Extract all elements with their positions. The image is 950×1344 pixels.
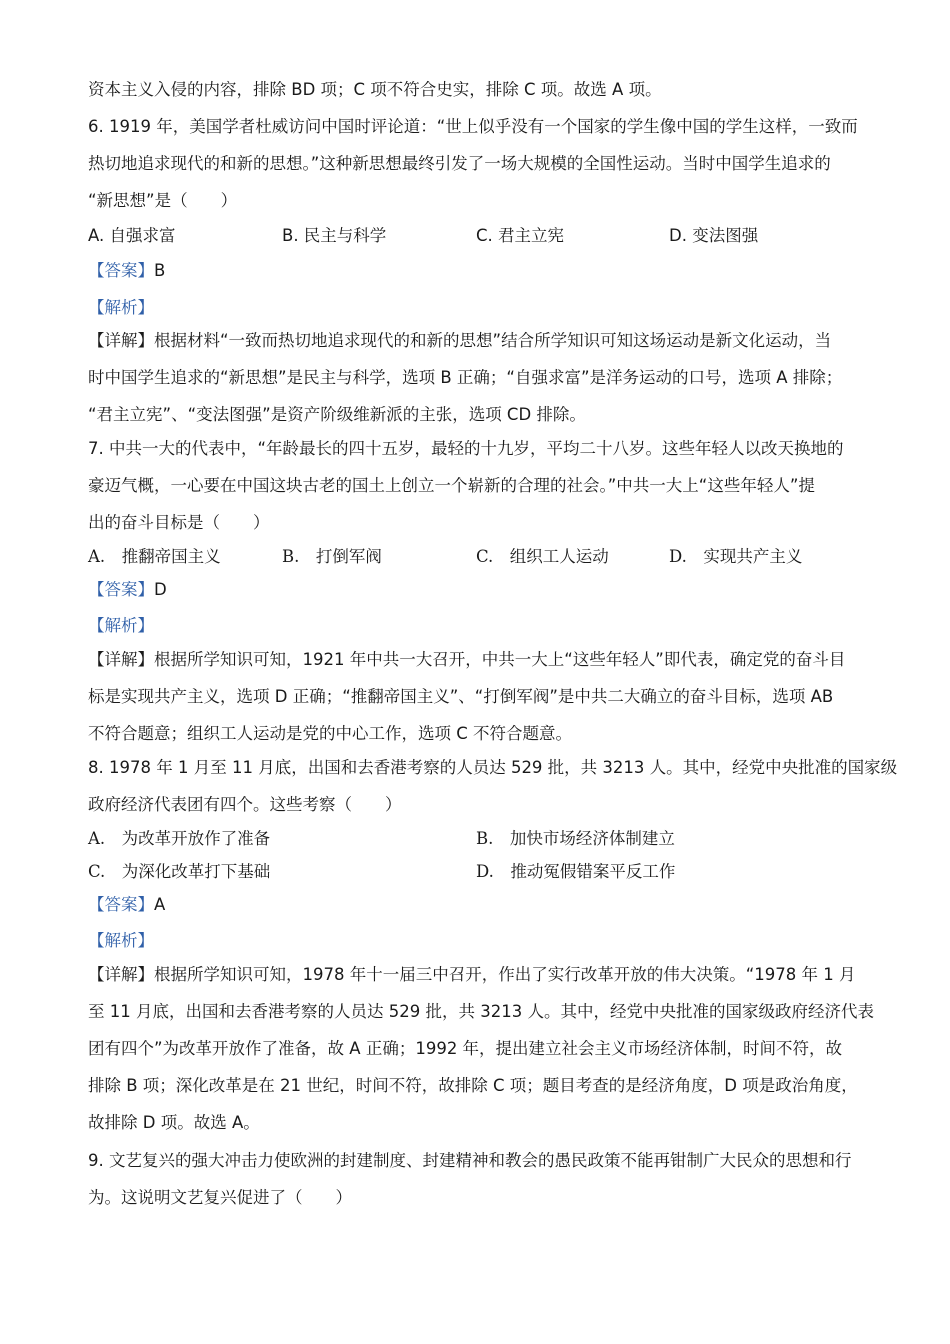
q7-answer — [88, 579, 868, 601]
q7-detail-line-1 — [88, 649, 868, 671]
q8-analysis-label: 【解析】 — [88, 931, 154, 950]
q6-detail-line-2: 时中国学生追求的“新思想”是民主与科学，选项 B 正确；“自强求富”是洋务运动的口号，选项 A 排除； — [88, 368, 843, 387]
q8-detail-line-1 — [88, 964, 868, 986]
q7-stem-line-3: 出的奋斗目标是（ ） — [88, 513, 270, 532]
q7-option-c: C. 组织工人运动 — [476, 547, 609, 566]
q8-option-a: A. 为改革开放作了准备 — [88, 829, 271, 848]
q8-stem-line-1: 8. 1978 年 1 月至 11 月底，出国和去香港考察的人员达 529 批，共 3213 人。其中，经党中央批准的国家级 — [88, 758, 898, 777]
q6-option-c: C. 君主立宪 — [476, 226, 565, 245]
answer-label: 【答案】 — [88, 261, 154, 280]
q6-option-a: A. 自强求富 — [88, 226, 176, 245]
q8-answer — [88, 894, 868, 916]
q7-stem-line-1: 7. 中共一大的代表中，“年龄最长的四十五岁，最轻的十九岁，平均二十八岁。这些年轻人以改天换地的 — [88, 439, 844, 458]
intro-line: 资本主义入侵的内容，排除 BD 项；C 项不符合史实，排除 C 项。故选 A 项。 — [88, 80, 662, 99]
q7-option-b: B. 打倒军阀 — [282, 547, 382, 566]
q6-stem-line-1: 6. 1919 年，美国学者杜威访问中国时评论道：“世上似乎没有一个国家的学生像中国的学生这样，一致而 — [88, 117, 858, 136]
detail-label: 【详解】 — [88, 650, 154, 669]
q8-detail-line-5: 故排除 D 项。故选 A。 — [88, 1113, 260, 1132]
q9-stem-line-2: 为。这说明文艺复兴促进了（ ） — [88, 1188, 352, 1207]
q7-detail-line-2: 标是实现共产主义，选项 D 正确；“推翻帝国主义”、“打倒军阀”是中共二大确立的奋斗目标，选项 AB — [88, 687, 834, 706]
q6-option-d: D. 变法图强 — [669, 226, 759, 245]
answer-label: 【答案】 — [88, 895, 154, 914]
q8-detail-line-3: 团有四个”为改革开放作了准备，故 A 正确；1992 年，提出建立社会主义市场经济体制，时间不符，故 — [88, 1039, 843, 1058]
q6-detail-line-3: “君主立宪”、“变法图强”是资产阶级维新派的主张，选项 CD 排除。 — [88, 405, 586, 424]
q7-option-a: A. 推翻帝国主义 — [88, 547, 221, 566]
detail-text: 根据所学知识可知，1921 年中共一大召开，中共一大上“这些年轻人”即代表，确定党的奋斗目 — [154, 650, 846, 669]
q6-analysis-label: 【解析】 — [88, 298, 154, 317]
detail-text: 根据材料“一致而热切地追求现代的和新的思想”结合所学知识可知这场运动是新文化运动，当 — [154, 331, 832, 350]
detail-text: 根据所学知识可知，1978 年十一届三中召开，作出了实行改革开放的伟大决策。“1978 年 1 月 — [154, 965, 856, 984]
q7-option-d: D. 实现共产主义 — [669, 547, 803, 566]
q7-stem-line-2: 豪迈气概，一心要在中国这块古老的国土上创立一个崭新的合理的社会。”中共一大上“这些年轻人”提 — [88, 476, 815, 495]
answer-value: B — [154, 261, 166, 280]
detail-label: 【详解】 — [88, 331, 154, 350]
answer-label: 【答案】 — [88, 580, 154, 599]
q9-stem-line-1: 9. 文艺复兴的强大冲击力使欧洲的封建制度、封建精神和教会的愚民政策不能再钳制广大民众的思想和行 — [88, 1151, 852, 1170]
q6-stem-line-3: “新思想”是（ ） — [88, 191, 238, 210]
answer-value: D — [154, 580, 167, 599]
q8-detail-line-4: 排除 B 项；深化改革是在 21 世纪，时间不符，故排除 C 项；题目考查的是经济角度，D 项是政治角度， — [88, 1076, 858, 1095]
q8-option-d: D. 推动冤假错案平反工作 — [476, 862, 676, 881]
q8-option-b: B. 加快市场经济体制建立 — [476, 829, 675, 848]
q8-option-c: C. 为深化改革打下基础 — [88, 862, 271, 881]
detail-label: 【详解】 — [88, 965, 154, 984]
q8-stem-line-2: 政府经济代表团有四个。这些考察（ ） — [88, 795, 402, 814]
q7-detail-line-3: 不符合题意；组织工人运动是党的中心工作，选项 C 不符合题意。 — [88, 724, 573, 743]
q7-analysis-label: 【解析】 — [88, 616, 154, 635]
q6-answer — [88, 260, 868, 282]
q6-stem-line-2: 热切地追求现代的和新的思想。”这种新思想最终引发了一场大规模的全国性运动。当时中国学生追求的 — [88, 154, 831, 173]
answer-value: A — [154, 895, 166, 914]
q6-option-b: B. 民主与科学 — [282, 226, 387, 245]
q6-detail-line-1 — [88, 330, 868, 352]
q8-detail-line-2: 至 11 月底，出国和去香港考察的人员达 529 批，共 3213 人。其中，经党中央批准的国家级政府经济代表 — [88, 1002, 874, 1021]
